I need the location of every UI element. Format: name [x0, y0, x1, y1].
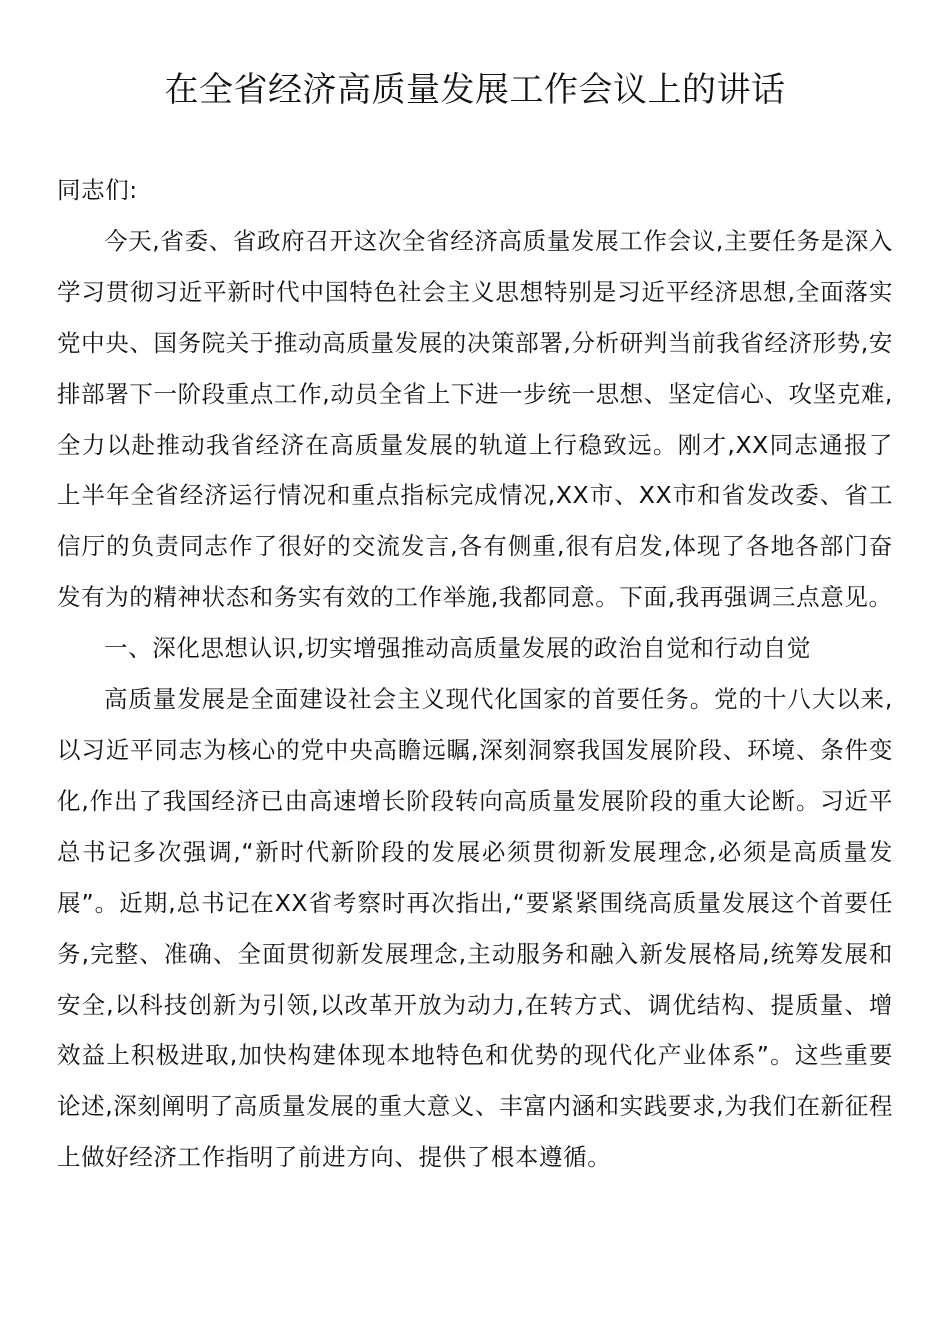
document-title: 在全省经济高质量发展工作会议上的讲话: [164, 70, 786, 110]
paragraph-body-1: 高质量发展是全面建设社会主义现代化国家的首要任务。党的十八大以来,以习近平同志为核心的党中央高瞻远瞩,深刻洞察我国发展阶段、环境、条件变化,作出了我国经济已由高速增长阶段转向高质量发展阶段的重大论断。习近平总书记多次强调,“新时代新阶段的发展必须贯彻新发展理念,必须是高质量发展”。近期,总书记在XX省考察时再次指出,“要紧紧围绕高质量发展这个首要任务,完整、准确、全面贯彻新发展理念,主动服务和融入新发展格局,统筹发展和安全,以科技创新为引领,以改革开放为动力,在转方式、调优结构、提质量、增效益上积极进取,加快构建体现本地特色和优势的现代化产业体系”。这些重要论述,深刻阐明了高质量发展的重大意义、丰富内涵和实践要求,为我们在新征程上做好经济工作指明了前进方向、提供了根本遵循。: [57, 685, 893, 1172]
section-heading-1: 一、深化思想认识,切实增强推动高质量发展的政治自觉和行动自觉: [104, 634, 811, 663]
paragraph-intro: 今天,省委、省政府召开这次全省经济高质量发展工作会议,主要任务是深入学习贯彻习近平新时代中国特色社会主义思想特别是习近平经济思想,全面落实党中央、国务院关于推动高质量发展的决策部署,分析研判当前我省经济形势,安排部署下一阶段重点工作,动员全省上下进一步统一思想、坚定信心、攻坚克难,全力以赴推动我省经济在高质量发展的轨道上行稳致远。刚才,XX同志通报了上半年全省经济运行情况和重点指标完成情况,XX市、XX市和省发改委、省工信厅的负责同志作了很好的交流发言,各有侧重,很有启发,体现了各地各部门奋发有为的精神状态和务实有效的工作举施,我都同意。下面,我再强调三点意见。: [57, 226, 893, 612]
salutation: 同志们:: [57, 176, 138, 204]
document-body: [57, 165, 893, 1183]
